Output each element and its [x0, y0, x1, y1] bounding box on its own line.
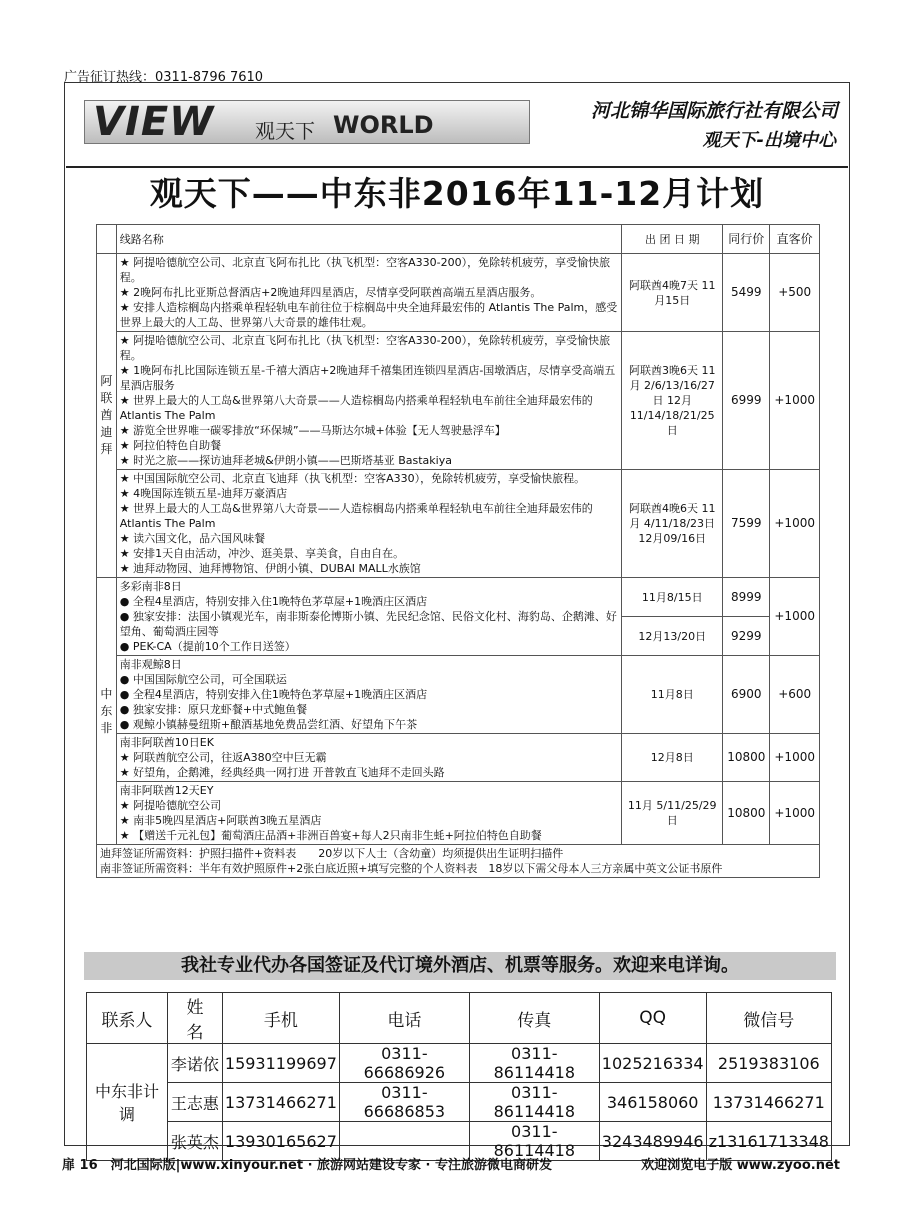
visa-info	[97, 845, 820, 878]
date-cell: 阿联酋4晚6天 11月 4/11/18/23日 12月09/16日	[622, 470, 723, 578]
company-name: 河北锦华国际旅行社有限公司	[590, 100, 838, 122]
brand-logo	[84, 100, 530, 144]
department-name: 观天下-出境中心	[702, 130, 836, 151]
route-cell: 南非阿联酋12天EY ★ 阿提哈德航空公司 ★ 南非5晚四星酒店+阿联酋3晚五星酒店 ★ 【赠送千元礼包】葡萄酒庄品酒+非洲百兽宴+每人2只南非生蚝+阿拉伯特色自助餐	[116, 782, 621, 845]
contact-wechat: z13161713348	[706, 1122, 831, 1161]
contact-row	[87, 1044, 832, 1083]
contact-header: 联系人	[87, 993, 168, 1044]
route-cell: 南非观鲸8日 ● 中国国际航空公司，可全国联运 ● 全程4星酒店，特别安排入住1晚特色茅草屋+1晚酒庄区酒店 ● 独家安排：原只龙虾餐+中式鲍鱼餐 ● 观鲸小镇赫曼纽斯+酿酒基地免费品尝红酒、好望角下午茶	[116, 656, 621, 734]
table-row	[97, 470, 820, 578]
date-cell: 11月8/15日	[622, 578, 723, 617]
direct-price-cell: +500	[770, 254, 820, 332]
region-uae: 阿联酋迪拜	[97, 254, 117, 578]
contact-mobile: 13930165627	[222, 1122, 339, 1161]
contact-qq: 3243489946	[599, 1122, 706, 1161]
logo-cn-text: 观天下	[255, 119, 315, 143]
price-cell: 10800	[723, 782, 770, 845]
date-cell: 11月8日	[622, 656, 723, 734]
price-cell: 5499	[723, 254, 770, 332]
footer-right: 欢迎浏览电子版 www.zyoo.net	[641, 1158, 840, 1173]
table-row	[97, 578, 820, 617]
logo-view-text: VIEW	[93, 99, 215, 145]
ad-hotline: 广告征订热线：0311-8796 7610	[64, 70, 264, 85]
visa-row	[97, 845, 820, 878]
contact-header: 微信号	[706, 993, 831, 1044]
footer-left: 扉 16 河北国际版|www.xinyour.net · 旅游网站建设专家 · 专注旅游微电商研发	[62, 1158, 553, 1173]
date-cell: 阿联酋3晚6天 11月 2/6/13/16/27日 12月 11/14/18/21/25日	[622, 332, 723, 470]
contact-header: QQ	[599, 993, 706, 1044]
header-route: 线路名称	[116, 225, 621, 254]
contact-name: 李诺依	[167, 1044, 222, 1083]
contact-row	[87, 1083, 832, 1122]
contact-header: 手机	[222, 993, 339, 1044]
price-cell: 10800	[723, 734, 770, 782]
direct-price-cell: +1000	[770, 578, 820, 656]
contact-table	[86, 992, 832, 1161]
contact-phone: 0311-66686926	[339, 1044, 469, 1083]
price-cell: 9299	[723, 617, 770, 656]
table-header-row	[97, 225, 820, 254]
direct-price-cell: +1000	[770, 782, 820, 845]
contact-name: 张英杰	[167, 1122, 222, 1161]
contact-wechat: 13731466271	[706, 1083, 831, 1122]
table-row	[97, 332, 820, 470]
date-cell: 12月13/20日	[622, 617, 723, 656]
promo-banner: 我社专业代办各国签证及代订境外酒店、机票等服务。欢迎来电详询。	[84, 952, 836, 980]
price-cell: 8999	[723, 578, 770, 617]
table-row	[97, 656, 820, 734]
date-cell: 12月8日	[622, 734, 723, 782]
region-me: 中东非	[97, 578, 117, 845]
route-cell: ★ 中国国际航空公司、北京直飞迪拜（执飞机型：空客A330），免除转机疲劳，享受愉快旅程。 ★ 4晚国际连锁五星-迪拜万豪酒店 ★ 世界上最大的人工岛&世界第八大奇景——人造棕榈岛内搭乘单程轻轨电车前往全迪拜最宏伟的 Atlantis The Palm ★ 读六国文化，品六国风味餐 ★ 安排1天自由活动，冲沙、逛美景、享美食，自由自在。 ★ 迪拜动物园、迪拜博物馆、伊朗小镇、DUBAI MALL水族馆	[116, 470, 621, 578]
contact-phone: 0311-66686853	[339, 1083, 469, 1122]
direct-price-cell: +1000	[770, 734, 820, 782]
contact-fax: 0311-86114418	[469, 1083, 599, 1122]
contact-mobile: 15931199697	[222, 1044, 339, 1083]
contact-fax: 0311-86114418	[469, 1044, 599, 1083]
table-row	[97, 782, 820, 845]
route-cell: ★ 阿提哈德航空公司、北京直飞阿布扎比（执飞机型：空客A330-200），免除转机疲劳，享受愉快旅程。 ★ 2晚阿布扎比亚斯总督酒店+2晚迪拜四星酒店，尽情享受阿联酋高端五星酒店服务。 ★ 安排人造棕榈岛内搭乘单程轻轨电车前往位于棕榈岛中央全迪拜最宏伟的 Atlantis The Palm，感受世界上最大的人工岛、世界第八大奇景的雄伟壮观。	[116, 254, 621, 332]
table-row	[97, 254, 820, 332]
direct-price-cell: +600	[770, 656, 820, 734]
table-row	[97, 734, 820, 782]
visa-dubai: 迪拜签证所需资料：护照扫描件+资料表 20岁以下人士（含幼童）均须提供出生证明扫描件	[100, 847, 564, 860]
date-cell: 11月 5/11/25/29日	[622, 782, 723, 845]
price-cell: 7599	[723, 470, 770, 578]
route-cell: ★ 阿提哈德航空公司、北京直飞阿布扎比（执飞机型：空客A330-200），免除转机疲劳，享受愉快旅程。 ★ 1晚阿布扎比国际连锁五星-千禧大酒店+2晚迪拜千禧集团连锁四星酒店-国墩酒店，尽情享受高端五星酒店服务 ★ 世界上最大的人工岛&世界第八大奇景——人造棕榈岛内搭乘单程轻轨电车前往全迪拜最宏伟的 Atlantis The Palm ★ 游览全世界唯一碳零排放“环保城”——马斯达尔城+体验【无人驾驶悬浮车】 ★ 阿拉伯特色自助餐 ★ 时光之旅——探访迪拜老城&伊朗小镇——巴斯塔基亚 Bastakiya	[116, 332, 621, 470]
price-cell: 6999	[723, 332, 770, 470]
contact-header: 姓 名	[167, 993, 222, 1044]
route-cell: 多彩南非8日 ● 全程4星酒店，特别安排入住1晚特色茅草屋+1晚酒庄区酒店 ● 独家安排：法国小镇观光车，南非斯泰伦博斯小镇、先民纪念馆、民俗文化村、海豹岛、企鹅滩、好望角、葡萄酒庄园等 ● PEK-CA（提前10个工作日送签）	[116, 578, 621, 656]
contact-fax: 0311-86114418	[469, 1122, 599, 1161]
contact-group: 中东非计调	[87, 1044, 168, 1161]
direct-price-cell: +1000	[770, 332, 820, 470]
header-direct: 直客价	[770, 225, 820, 254]
direct-price-cell: +1000	[770, 470, 820, 578]
visa-south-africa: 南非签证所需资料：半年有效护照原件+2张白底近照+填写完整的个人资料表 18岁以下需父母本人三方亲属中英文公证书原件	[100, 862, 723, 875]
contact-header: 电话	[339, 993, 469, 1044]
contact-header: 传真	[469, 993, 599, 1044]
contact-qq: 1025216334	[599, 1044, 706, 1083]
header-date: 出 团 日 期	[622, 225, 723, 254]
price-cell: 6900	[723, 656, 770, 734]
contact-qq: 346158060	[599, 1083, 706, 1122]
date-cell: 阿联酋4晚7天 11月15日	[622, 254, 723, 332]
contact-wechat: 2519383106	[706, 1044, 831, 1083]
logo-world-text: WORLD	[333, 111, 434, 139]
header-price: 同行价	[723, 225, 770, 254]
contact-name: 王志惠	[167, 1083, 222, 1122]
tour-table	[96, 224, 820, 878]
route-cell: 南非阿联酋10日EK ★ 阿联酋航空公司，往返A380空中巨无霸 ★ 好望角，企鹅滩，经典经典一网打进 开普敦直飞迪拜不走回头路	[116, 734, 621, 782]
contact-mobile: 13731466271	[222, 1083, 339, 1122]
page-title: 观天下——中东非2016年11-12月计划	[149, 174, 765, 213]
contact-header-row	[87, 993, 832, 1044]
